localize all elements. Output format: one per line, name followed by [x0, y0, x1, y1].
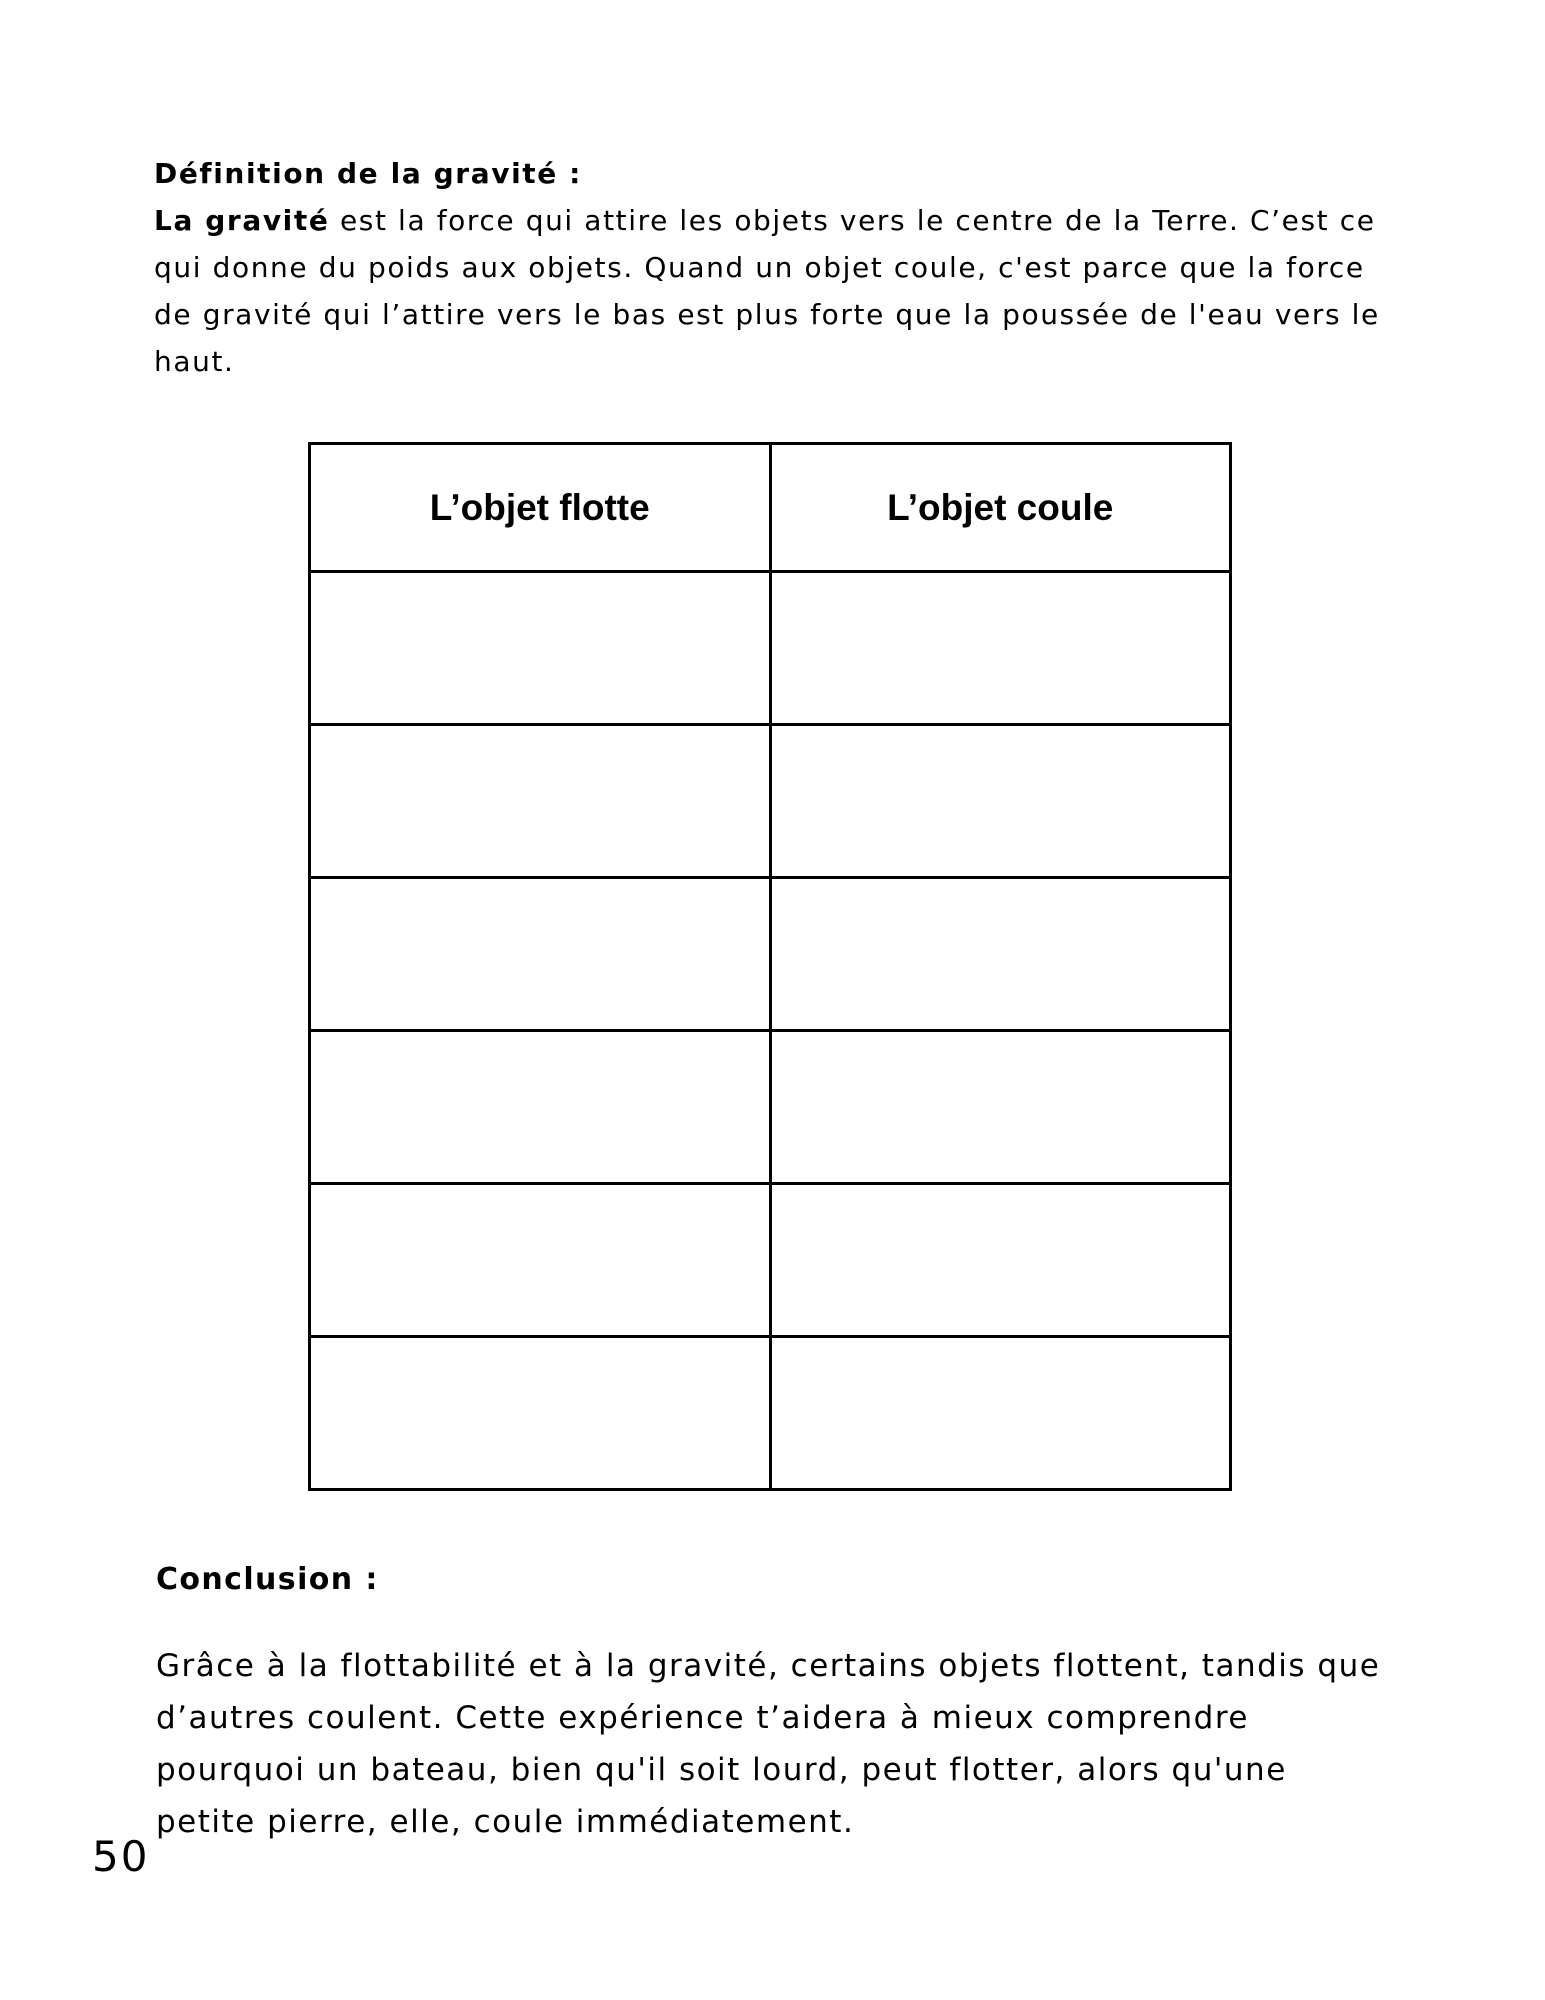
conclusion-text: Grâce à la flottabilité et à la gravité, certains objets flottent, tandis que d’autres coulent. Cette expérience t’aidera à mieux comprendre pourquoi un bateau, bien qu'il soit lourd, peut flotter, alors qu'une petite pierre, elle, coule immédiatement. — [156, 1648, 1381, 1840]
table-row — [310, 572, 1231, 725]
cell-sinks[interactable] — [770, 878, 1231, 1031]
cell-sinks[interactable] — [770, 725, 1231, 878]
conclusion-title: Conclusion : — [156, 1562, 379, 1597]
definition-title: Définition de la gravité : — [154, 157, 582, 190]
definition-term: La gravité — [154, 204, 330, 237]
definition-paragraph — [154, 204, 1380, 378]
definition-block — [154, 150, 1394, 385]
definition-text: est la force qui attire les objets vers le centre de la Terre. C’est ce qui donne du poids aux objets. Quand un objet coule, c'est parce que la force de gravité qui l’attire vers le bas est plus forte que la poussée de l'eau vers le haut. — [154, 204, 1380, 378]
header-floats: L’objet flotte — [310, 444, 771, 572]
table-row — [310, 725, 1231, 878]
table-header-row — [310, 444, 1231, 572]
float-sink-table — [308, 442, 1232, 1491]
header-sinks: L’objet coule — [770, 444, 1231, 572]
cell-floats[interactable] — [310, 1184, 771, 1337]
table-row — [310, 1184, 1231, 1337]
cell-floats[interactable] — [310, 1031, 771, 1184]
table-row — [310, 1337, 1231, 1490]
cell-sinks[interactable] — [770, 1184, 1231, 1337]
cell-floats[interactable] — [310, 1337, 771, 1490]
cell-floats[interactable] — [310, 878, 771, 1031]
cell-floats[interactable] — [310, 572, 771, 725]
cell-floats[interactable] — [310, 725, 771, 878]
page-number: 50 — [92, 1832, 150, 1881]
table-row — [310, 878, 1231, 1031]
cell-sinks[interactable] — [770, 572, 1231, 725]
cell-sinks[interactable] — [770, 1337, 1231, 1490]
table-row — [310, 1031, 1231, 1184]
cell-sinks[interactable] — [770, 1031, 1231, 1184]
